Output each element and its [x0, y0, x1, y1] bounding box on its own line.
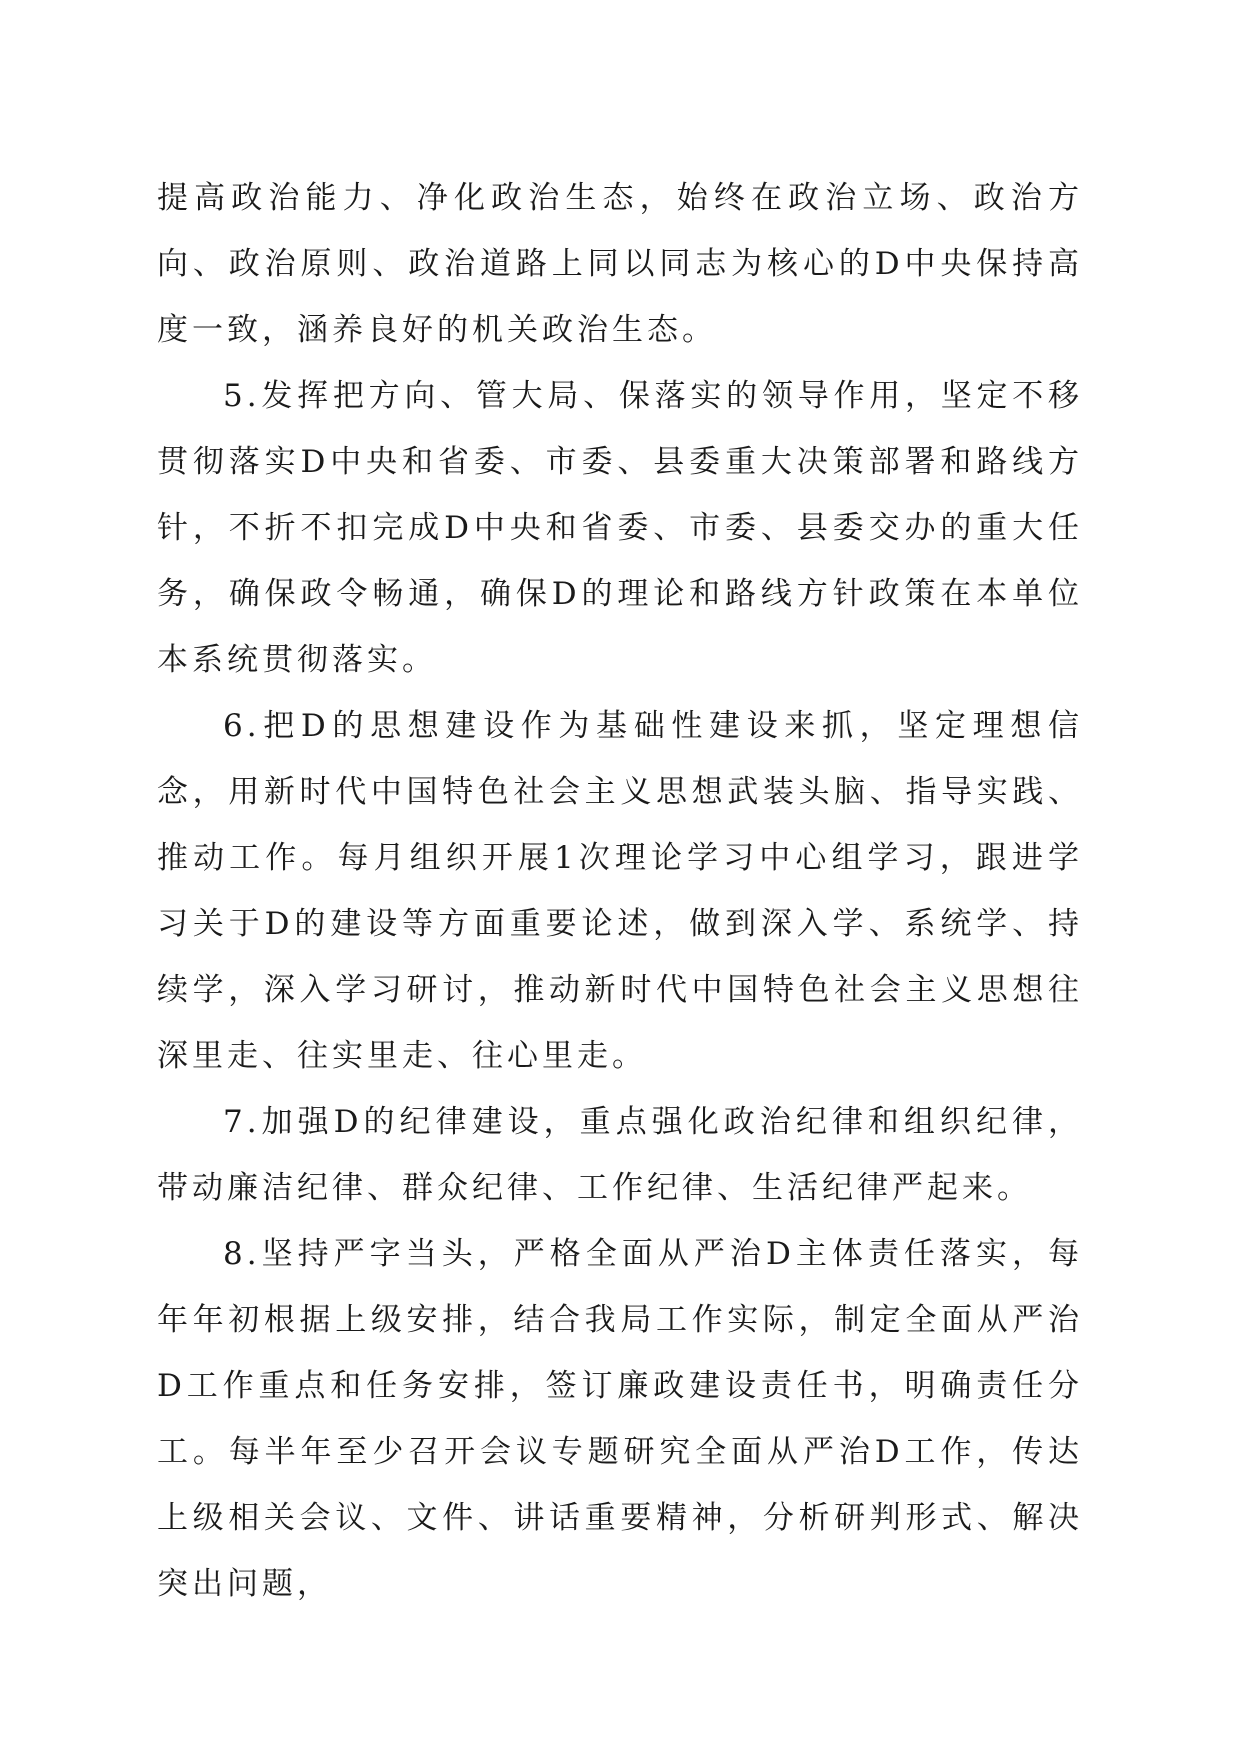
paragraph-item-6: 6.把D的思想建设作为基础性建设来抓，坚定理想信念，用新时代中国特色社会主义思想武装头脑、指导实践、推动工作。每月组织开展1次理论学习中心组学习，跟进学习关于D的建设等方面重要论述，做到深入学、系统学、持续学，深入学习研讨，推动新时代中国特色社会主义思想往深里走、往实里走、往心里走。 [157, 708, 1083, 1074]
paragraph-item-7: 7.加强D的纪律建设，重点强化政治纪律和组织纪律，带动廉洁纪律、群众纪律、工作纪律、生活纪律严起来。 [157, 1104, 1083, 1206]
paragraph-item-5: 5.发挥把方向、管大局、保落实的领导作用，坚定不移贯彻落实D中央和省委、市委、县委重大决策部署和路线方针，不折不扣完成D中央和省委、市委、县委交办的重大任务，确保政令畅通，确保D的理论和路线方针政策在本单位本系统贯彻落实。 [157, 378, 1083, 678]
document-page [157, 165, 1083, 1617]
paragraph-continued: 提高政治能力、净化政治生态，始终在政治立场、政治方向、政治原则、政治道路上同以同志为核心的D中央保持高度一致，涵养良好的机关政治生态。 [157, 180, 1083, 348]
paragraph-item-8: 8.坚持严字当头，严格全面从严治D主体责任落实，每年年初根据上级安排，结合我局工作实际，制定全面从严治D工作重点和任务安排，签订廉政建设责任书，明确责任分工。每半年至少召开会议专题研究全面从严治D工作，传达上级相关会议、文件、讲话重要精神，分析研判形式、解决突出问题， [157, 1236, 1083, 1602]
